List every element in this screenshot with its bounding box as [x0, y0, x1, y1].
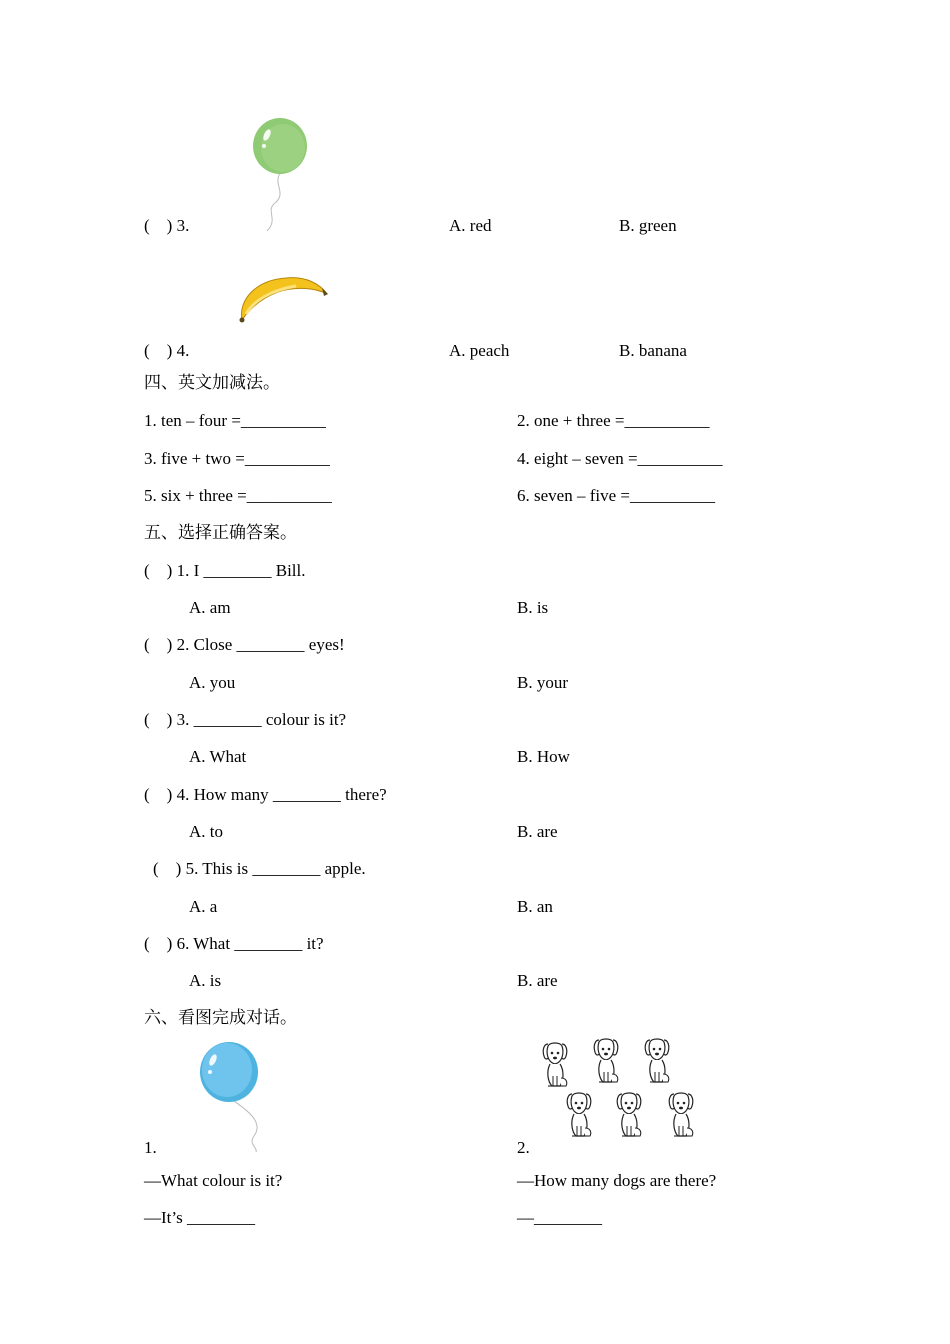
- dialogue-2-line-2: —________: [517, 1208, 602, 1227]
- question-4-option-a: A. peach: [449, 341, 510, 360]
- math-item-6: 6. seven – five =__________: [517, 486, 715, 505]
- choice-question-4: ( ) 4. How many ________ there?: [144, 785, 387, 804]
- math-item-4: 4. eight – seven =__________: [517, 449, 723, 468]
- choice-question-1: ( ) 1. I ________ Bill.: [144, 561, 306, 580]
- question-3-option-b: B. green: [619, 216, 677, 235]
- question-4-option-b: B. banana: [619, 341, 687, 360]
- choice-5-option-b: B. an: [517, 897, 553, 916]
- choice-3-option-b: B. How: [517, 747, 570, 766]
- choice-question-2: ( ) 2. Close ________ eyes!: [144, 635, 345, 654]
- section-6-heading: 六、看图完成对话。: [144, 1008, 297, 1027]
- question-3-option-a: A. red: [449, 216, 492, 235]
- section-5-heading: 五、选择正确答案。: [144, 523, 297, 542]
- math-item-1: 1. ten – four =__________: [144, 411, 326, 430]
- choice-question-6: ( ) 6. What ________ it?: [144, 934, 324, 953]
- question-4-number: ( ) 4.: [144, 341, 190, 360]
- choice-1-option-a: A. am: [189, 598, 231, 617]
- choice-4-option-b: B. are: [517, 822, 558, 841]
- dogs-image: [538, 1036, 698, 1154]
- choice-6-option-b: B. are: [517, 971, 558, 990]
- dialogue-2-line-1: —How many dogs are there?: [517, 1171, 717, 1190]
- dialogue-1-line-1: —What colour is it?: [144, 1171, 283, 1190]
- choice-6-option-a: A. is: [189, 971, 222, 990]
- choice-3-option-a: A. What: [189, 747, 247, 766]
- dialogue-1-number: 1.: [144, 1138, 157, 1157]
- choice-question-5: ( ) 5. This is ________ apple.: [153, 859, 366, 878]
- blue-balloon-image: [196, 1040, 266, 1155]
- math-item-2: 2. one + three =__________: [517, 411, 710, 430]
- dialogue-1-line-2: —It’s ________: [144, 1208, 255, 1227]
- math-item-5: 5. six + three =__________: [144, 486, 332, 505]
- choice-4-option-a: A. to: [189, 822, 223, 841]
- green-balloon-image: [245, 115, 315, 235]
- choice-question-3: ( ) 3. ________ colour is it?: [144, 710, 347, 729]
- choice-2-option-b: B. your: [517, 673, 568, 692]
- math-item-3: 3. five + two =__________: [144, 449, 330, 468]
- choice-5-option-a: A. a: [189, 897, 218, 916]
- choice-1-option-b: B. is: [517, 598, 549, 617]
- question-3-number: ( ) 3.: [144, 216, 190, 235]
- dialogue-2-number: 2.: [517, 1138, 530, 1157]
- banana-image: [236, 270, 331, 325]
- choice-2-option-a: A. you: [189, 673, 236, 692]
- section-4-heading: 四、英文加减法。: [144, 373, 280, 392]
